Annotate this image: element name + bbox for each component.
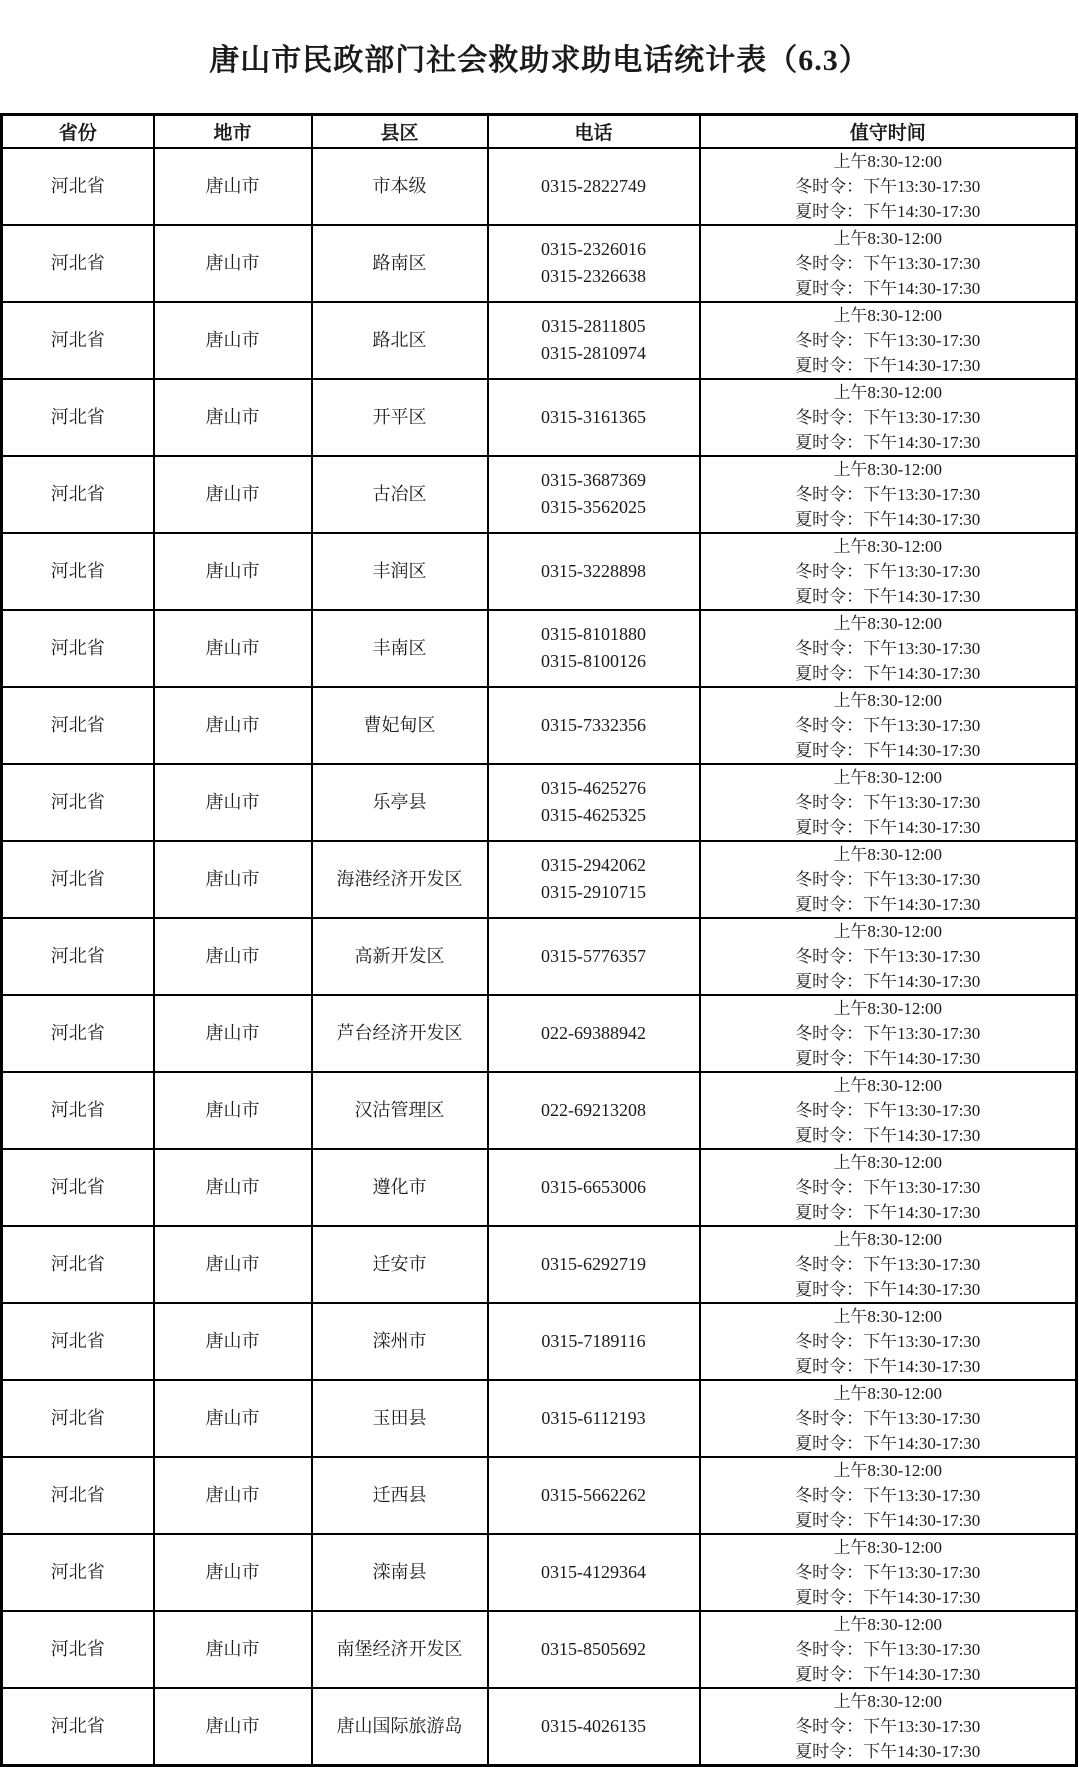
- column-header-phone: 电话: [488, 115, 700, 148]
- city-cell: [154, 918, 312, 995]
- district-cell-line: 乐亭县: [372, 791, 427, 812]
- column-header-district: 县区: [312, 115, 488, 148]
- table-row: [2, 1072, 1077, 1149]
- district-cell: [312, 1534, 488, 1611]
- duty-time-cell: [700, 687, 1077, 764]
- duty-time-cell-line: 冬时令：下午13:30-17:30: [795, 638, 981, 658]
- province-cell-line: 河北省: [50, 483, 105, 504]
- duty-time-cell-line: 上午8:30-12:00: [833, 1075, 943, 1095]
- duty-time-cell-line: 上午8:30-12:00: [833, 998, 943, 1018]
- province-cell: [2, 610, 154, 687]
- phone-cell-line: 0315-3161365: [541, 406, 646, 427]
- province-cell: [2, 225, 154, 302]
- duty-time-cell-line: 夏时令：下午14:30-17:30: [795, 1202, 981, 1222]
- city-cell: [154, 1149, 312, 1226]
- phone-cell: [488, 379, 700, 456]
- province-cell: [2, 1303, 154, 1380]
- city-cell-line: 唐山市: [205, 868, 260, 889]
- city-cell: [154, 1611, 312, 1688]
- duty-time-cell-line: 冬时令：下午13:30-17:30: [795, 176, 981, 196]
- duty-time-cell: [700, 841, 1077, 918]
- duty-time-cell-line: 夏时令：下午14:30-17:30: [795, 1356, 981, 1376]
- duty-time-cell: [700, 1226, 1077, 1303]
- city-cell-line: 唐山市: [205, 406, 260, 427]
- duty-time-cell: [700, 1380, 1077, 1457]
- duty-time-cell: [700, 225, 1077, 302]
- city-cell-line: 唐山市: [205, 1407, 260, 1428]
- duty-time-cell-line: 上午8:30-12:00: [833, 1614, 943, 1634]
- district-cell-line: 南堡经济开发区: [336, 1638, 463, 1659]
- province-cell-line: 河北省: [50, 1484, 105, 1505]
- district-cell-line: 市本级: [372, 175, 427, 196]
- province-cell-line: 河北省: [50, 945, 105, 966]
- table-row: [2, 1457, 1077, 1534]
- province-cell-line: 河北省: [50, 1561, 105, 1582]
- phone-cell-line: 0315-2810974: [541, 343, 646, 363]
- province-cell-line: 河北省: [50, 1022, 105, 1043]
- district-cell-line: 高新开发区: [354, 945, 445, 966]
- duty-time-cell-line: 夏时令：下午14:30-17:30: [795, 1587, 981, 1607]
- phone-cell-line: 0315-4625325: [541, 805, 646, 825]
- district-cell: [312, 1072, 488, 1149]
- city-cell: [154, 1226, 312, 1303]
- city-cell-line: 唐山市: [205, 1022, 260, 1043]
- city-cell: [154, 1303, 312, 1380]
- phone-cell: [488, 764, 700, 841]
- district-cell-line: 迁安市: [372, 1253, 427, 1274]
- phone-cell: [488, 1226, 700, 1303]
- table-row: [2, 918, 1077, 995]
- province-cell-line: 河北省: [50, 1253, 105, 1274]
- city-cell: [154, 1457, 312, 1534]
- duty-time-cell-line: 夏时令：下午14:30-17:30: [795, 817, 981, 837]
- province-cell: [2, 764, 154, 841]
- duty-time-cell-line: 冬时令：下午13:30-17:30: [795, 1023, 981, 1043]
- duty-time-cell: [700, 456, 1077, 533]
- phone-cell-line: 0315-2811805: [541, 316, 646, 336]
- table-row: [2, 841, 1077, 918]
- duty-time-cell-line: 冬时令：下午13:30-17:30: [795, 1100, 981, 1120]
- table-row: [2, 379, 1077, 456]
- phone-table: [0, 113, 1078, 1767]
- phone-cell-line: 0315-2326016: [541, 239, 646, 259]
- district-cell-line: 滦南县: [372, 1561, 427, 1582]
- phone-cell-line: 0315-4026135: [541, 1715, 646, 1736]
- province-cell: [2, 1457, 154, 1534]
- province-cell: [2, 1534, 154, 1611]
- province-cell: [2, 379, 154, 456]
- city-cell: [154, 225, 312, 302]
- duty-time-cell-line: 上午8:30-12:00: [833, 1460, 943, 1480]
- duty-time-cell-line: 夏时令：下午14:30-17:30: [795, 663, 981, 683]
- duty-time-cell-line: 夏时令：下午14:30-17:30: [795, 432, 981, 452]
- duty-time-cell: [700, 302, 1077, 379]
- duty-time-cell-line: 上午8:30-12:00: [833, 1383, 943, 1403]
- district-cell-line: 唐山国际旅游岛: [336, 1715, 463, 1736]
- province-cell-line: 河北省: [50, 868, 105, 889]
- phone-cell-line: 0315-6112193: [541, 1407, 646, 1428]
- province-cell-line: 河北省: [50, 406, 105, 427]
- phone-cell: [488, 456, 700, 533]
- table-row: [2, 1149, 1077, 1226]
- district-cell-line: 芦台经济开发区: [336, 1022, 463, 1043]
- district-cell-line: 丰南区: [372, 637, 427, 658]
- phone-cell-line: 0315-3228898: [541, 560, 646, 581]
- province-cell: [2, 302, 154, 379]
- city-cell-line: 唐山市: [205, 1638, 260, 1659]
- phone-cell-line: 0315-4625276: [541, 778, 646, 798]
- province-cell-line: 河北省: [50, 1099, 105, 1120]
- phone-cell-line: 0315-5662262: [541, 1484, 646, 1505]
- duty-time-cell: [700, 995, 1077, 1072]
- district-cell: [312, 1380, 488, 1457]
- document-title: 唐山市民政部门社会救助求助电话统计表（6.3）: [209, 43, 870, 77]
- province-cell: [2, 1226, 154, 1303]
- duty-time-cell: [700, 533, 1077, 610]
- district-cell-line: 海港经济开发区: [336, 868, 463, 889]
- duty-time-cell-line: 上午8:30-12:00: [833, 228, 943, 248]
- duty-time-cell: [700, 1457, 1077, 1534]
- duty-time-cell: [700, 1072, 1077, 1149]
- duty-time-cell-line: 冬时令：下午13:30-17:30: [795, 1485, 981, 1505]
- duty-time-cell-line: 上午8:30-12:00: [833, 536, 943, 556]
- district-cell-line: 迁西县: [372, 1484, 427, 1505]
- city-cell: [154, 456, 312, 533]
- city-cell-line: 唐山市: [205, 791, 260, 812]
- duty-time-cell-line: 夏时令：下午14:30-17:30: [795, 1279, 981, 1299]
- table-row: [2, 995, 1077, 1072]
- province-cell-line: 河北省: [50, 1715, 105, 1736]
- province-cell-line: 河北省: [50, 175, 105, 196]
- city-cell-line: 唐山市: [205, 1099, 260, 1120]
- phone-cell-line: 0315-6292719: [541, 1253, 646, 1274]
- duty-time-cell-line: 冬时令：下午13:30-17:30: [795, 869, 981, 889]
- duty-time-cell-line: 夏时令：下午14:30-17:30: [795, 740, 981, 760]
- duty-time-cell: [700, 148, 1077, 225]
- duty-time-cell: [700, 379, 1077, 456]
- city-cell-line: 唐山市: [205, 560, 260, 581]
- duty-time-cell: [700, 1688, 1077, 1766]
- table-row: [2, 1534, 1077, 1611]
- district-cell-line: 开平区: [372, 406, 427, 427]
- phone-cell-line: 022-69388942: [541, 1022, 646, 1043]
- table-row: [2, 1226, 1077, 1303]
- province-cell-line: 河北省: [50, 252, 105, 273]
- district-cell-line: 滦州市: [372, 1330, 427, 1351]
- phone-cell: [488, 1072, 700, 1149]
- city-cell-line: 唐山市: [205, 175, 260, 196]
- duty-time-cell-line: 夏时令：下午14:30-17:30: [795, 971, 981, 991]
- phone-cell: [488, 687, 700, 764]
- duty-time-cell-line: 上午8:30-12:00: [833, 151, 943, 171]
- table-row: [2, 610, 1077, 687]
- duty-time-cell-line: 冬时令：下午13:30-17:30: [795, 946, 981, 966]
- district-cell: [312, 379, 488, 456]
- duty-time-cell-line: 冬时令：下午13:30-17:30: [795, 484, 981, 504]
- duty-time-cell: [700, 1303, 1077, 1380]
- city-cell-line: 唐山市: [205, 1484, 260, 1505]
- table-row: [2, 764, 1077, 841]
- district-cell: [312, 1226, 488, 1303]
- duty-time-cell-line: 夏时令：下午14:30-17:30: [795, 1664, 981, 1684]
- district-cell-line: 玉田县: [372, 1407, 427, 1428]
- province-cell-line: 河北省: [50, 637, 105, 658]
- duty-time-cell-line: 上午8:30-12:00: [833, 1229, 943, 1249]
- phone-cell-line: 0315-3687369: [541, 470, 646, 490]
- duty-time-cell-line: 上午8:30-12:00: [833, 382, 943, 402]
- city-cell-line: 唐山市: [205, 1561, 260, 1582]
- province-cell-line: 河北省: [50, 1638, 105, 1659]
- duty-time-cell-line: 夏时令：下午14:30-17:30: [795, 586, 981, 606]
- phone-cell-line: 0315-8100126: [541, 651, 646, 671]
- table-row: [2, 1611, 1077, 1688]
- province-cell-line: 河北省: [50, 714, 105, 735]
- phone-cell: [488, 1149, 700, 1226]
- province-cell: [2, 995, 154, 1072]
- phone-cell: [488, 610, 700, 687]
- district-cell: [312, 610, 488, 687]
- column-header-duty-time: 值守时间: [700, 115, 1077, 148]
- district-cell-line: 遵化市: [372, 1176, 427, 1197]
- phone-cell-line: 0315-7332356: [541, 714, 646, 735]
- phone-cell-line: 0315-7189116: [541, 1330, 646, 1351]
- city-cell: [154, 1688, 312, 1766]
- duty-time-cell-line: 上午8:30-12:00: [833, 613, 943, 633]
- city-cell: [154, 1534, 312, 1611]
- province-cell: [2, 1149, 154, 1226]
- phone-cell-line: 0315-5776357: [541, 945, 646, 966]
- province-cell: [2, 1072, 154, 1149]
- phone-cell-line: 0315-2326638: [541, 266, 646, 286]
- district-cell: [312, 1688, 488, 1766]
- city-cell-line: 唐山市: [205, 637, 260, 658]
- district-cell-line: 曹妃甸区: [363, 714, 436, 735]
- district-cell: [312, 225, 488, 302]
- phone-cell-line: 0315-2822749: [541, 175, 646, 196]
- column-header-province: 省份: [2, 115, 154, 148]
- duty-time-cell-line: 冬时令：下午13:30-17:30: [795, 407, 981, 427]
- duty-time-cell-line: 上午8:30-12:00: [833, 844, 943, 864]
- phone-cell: [488, 1688, 700, 1766]
- district-cell-line: 路南区: [372, 252, 427, 273]
- phone-cell: [488, 148, 700, 225]
- district-cell: [312, 1149, 488, 1226]
- duty-time-cell-line: 夏时令：下午14:30-17:30: [795, 1433, 981, 1453]
- city-cell-line: 唐山市: [205, 252, 260, 273]
- city-cell: [154, 995, 312, 1072]
- table-row: [2, 148, 1077, 225]
- province-cell: [2, 1688, 154, 1766]
- city-cell-line: 唐山市: [205, 714, 260, 735]
- duty-time-cell-line: 冬时令：下午13:30-17:30: [795, 1331, 981, 1351]
- duty-time-cell-line: 上午8:30-12:00: [833, 1537, 943, 1557]
- duty-time-cell-line: 夏时令：下午14:30-17:30: [795, 278, 981, 298]
- duty-time-cell-line: 夏时令：下午14:30-17:30: [795, 355, 981, 375]
- duty-time-cell-line: 夏时令：下午14:30-17:30: [795, 1125, 981, 1145]
- phone-cell-line: 0315-8505692: [541, 1638, 646, 1659]
- phone-cell: [488, 1611, 700, 1688]
- city-cell: [154, 379, 312, 456]
- duty-time-cell-line: 夏时令：下午14:30-17:30: [795, 1048, 981, 1068]
- table-row: [2, 456, 1077, 533]
- duty-time-cell-line: 冬时令：下午13:30-17:30: [795, 1562, 981, 1582]
- province-cell: [2, 1611, 154, 1688]
- phone-cell: [488, 841, 700, 918]
- phone-cell: [488, 1380, 700, 1457]
- district-cell: [312, 687, 488, 764]
- district-cell: [312, 995, 488, 1072]
- province-cell: [2, 1380, 154, 1457]
- district-cell: [312, 533, 488, 610]
- city-cell: [154, 1072, 312, 1149]
- district-cell: [312, 456, 488, 533]
- district-cell: [312, 1303, 488, 1380]
- duty-time-cell-line: 冬时令：下午13:30-17:30: [795, 253, 981, 273]
- duty-time-cell-line: 冬时令：下午13:30-17:30: [795, 1254, 981, 1274]
- city-cell-line: 唐山市: [205, 1715, 260, 1736]
- duty-time-cell-line: 上午8:30-12:00: [833, 1691, 943, 1711]
- district-cell-line: 路北区: [372, 329, 427, 350]
- phone-cell: [488, 533, 700, 610]
- phone-cell-line: 0315-8101880: [541, 624, 646, 644]
- table-row: [2, 225, 1077, 302]
- duty-time-cell-line: 上午8:30-12:00: [833, 690, 943, 710]
- duty-time-cell-line: 夏时令：下午14:30-17:30: [795, 1741, 981, 1761]
- duty-time-cell-line: 冬时令：下午13:30-17:30: [795, 1408, 981, 1428]
- phone-cell-line: 0315-2910715: [541, 882, 646, 902]
- duty-time-cell-line: 夏时令：下午14:30-17:30: [795, 894, 981, 914]
- duty-time-cell-line: 夏时令：下午14:30-17:30: [795, 509, 981, 529]
- table-row: [2, 533, 1077, 610]
- province-cell: [2, 918, 154, 995]
- district-cell-line: 丰润区: [372, 560, 427, 581]
- province-cell-line: 河北省: [50, 560, 105, 581]
- phone-cell: [488, 1303, 700, 1380]
- duty-time-cell-line: 上午8:30-12:00: [833, 1306, 943, 1326]
- phone-cell: [488, 1457, 700, 1534]
- district-cell: [312, 148, 488, 225]
- duty-time-cell: [700, 918, 1077, 995]
- province-cell: [2, 841, 154, 918]
- table-row: [2, 1380, 1077, 1457]
- phone-cell: [488, 918, 700, 995]
- duty-time-cell-line: 冬时令：下午13:30-17:30: [795, 561, 981, 581]
- province-cell: [2, 533, 154, 610]
- duty-time-cell: [700, 1611, 1077, 1688]
- city-cell: [154, 764, 312, 841]
- city-cell: [154, 302, 312, 379]
- duty-time-cell-line: 夏时令：下午14:30-17:30: [795, 201, 981, 221]
- phone-cell: [488, 225, 700, 302]
- duty-time-cell-line: 上午8:30-12:00: [833, 921, 943, 941]
- duty-time-cell-line: 上午8:30-12:00: [833, 1152, 943, 1172]
- phone-cell-line: 0315-2942062: [541, 855, 646, 875]
- phone-cell-line: 0315-3562025: [541, 497, 646, 517]
- city-cell: [154, 148, 312, 225]
- duty-time-cell-line: 冬时令：下午13:30-17:30: [795, 715, 981, 735]
- province-cell-line: 河北省: [50, 791, 105, 812]
- phone-cell: [488, 302, 700, 379]
- district-cell: [312, 764, 488, 841]
- province-cell-line: 河北省: [50, 1330, 105, 1351]
- duty-time-cell-line: 冬时令：下午13:30-17:30: [795, 1177, 981, 1197]
- phone-cell: [488, 1534, 700, 1611]
- duty-time-cell: [700, 1534, 1077, 1611]
- duty-time-cell-line: 冬时令：下午13:30-17:30: [795, 1639, 981, 1659]
- city-cell-line: 唐山市: [205, 1176, 260, 1197]
- header-row: [2, 115, 1077, 148]
- table-row: [2, 302, 1077, 379]
- duty-time-cell-line: 上午8:30-12:00: [833, 459, 943, 479]
- phone-cell-line: 0315-6653006: [541, 1176, 646, 1197]
- duty-time-cell: [700, 1149, 1077, 1226]
- phone-cell-line: 022-69213208: [541, 1099, 646, 1120]
- table-body: [2, 148, 1077, 1766]
- district-cell-line: 古冶区: [372, 483, 427, 504]
- duty-time-cell-line: 上午8:30-12:00: [833, 305, 943, 325]
- district-cell-line: 汉沽管理区: [354, 1099, 445, 1120]
- province-cell: [2, 687, 154, 764]
- city-cell: [154, 610, 312, 687]
- city-cell-line: 唐山市: [205, 483, 260, 504]
- city-cell: [154, 1380, 312, 1457]
- city-cell-line: 唐山市: [205, 1253, 260, 1274]
- duty-time-cell-line: 冬时令：下午13:30-17:30: [795, 792, 981, 812]
- city-cell: [154, 687, 312, 764]
- district-cell: [312, 1611, 488, 1688]
- duty-time-cell-line: 夏时令：下午14:30-17:30: [795, 1510, 981, 1530]
- province-cell-line: 河北省: [50, 1176, 105, 1197]
- duty-time-cell-line: 冬时令：下午13:30-17:30: [795, 330, 981, 350]
- province-cell: [2, 148, 154, 225]
- duty-time-cell: [700, 764, 1077, 841]
- city-cell-line: 唐山市: [205, 329, 260, 350]
- district-cell: [312, 302, 488, 379]
- province-cell: [2, 456, 154, 533]
- district-cell: [312, 841, 488, 918]
- table-row: [2, 1688, 1077, 1766]
- province-cell-line: 河北省: [50, 1407, 105, 1428]
- city-cell: [154, 841, 312, 918]
- column-header-city: 地市: [154, 115, 312, 148]
- province-cell-line: 河北省: [50, 329, 105, 350]
- city-cell-line: 唐山市: [205, 1330, 260, 1351]
- table-row: [2, 1303, 1077, 1380]
- duty-time-cell-line: 上午8:30-12:00: [833, 767, 943, 787]
- city-cell: [154, 533, 312, 610]
- phone-cell: [488, 995, 700, 1072]
- city-cell-line: 唐山市: [205, 945, 260, 966]
- duty-time-cell-line: 冬时令：下午13:30-17:30: [795, 1716, 981, 1736]
- district-cell: [312, 1457, 488, 1534]
- district-cell: [312, 918, 488, 995]
- phone-cell-line: 0315-4129364: [541, 1561, 646, 1582]
- table-row: [2, 687, 1077, 764]
- duty-time-cell: [700, 610, 1077, 687]
